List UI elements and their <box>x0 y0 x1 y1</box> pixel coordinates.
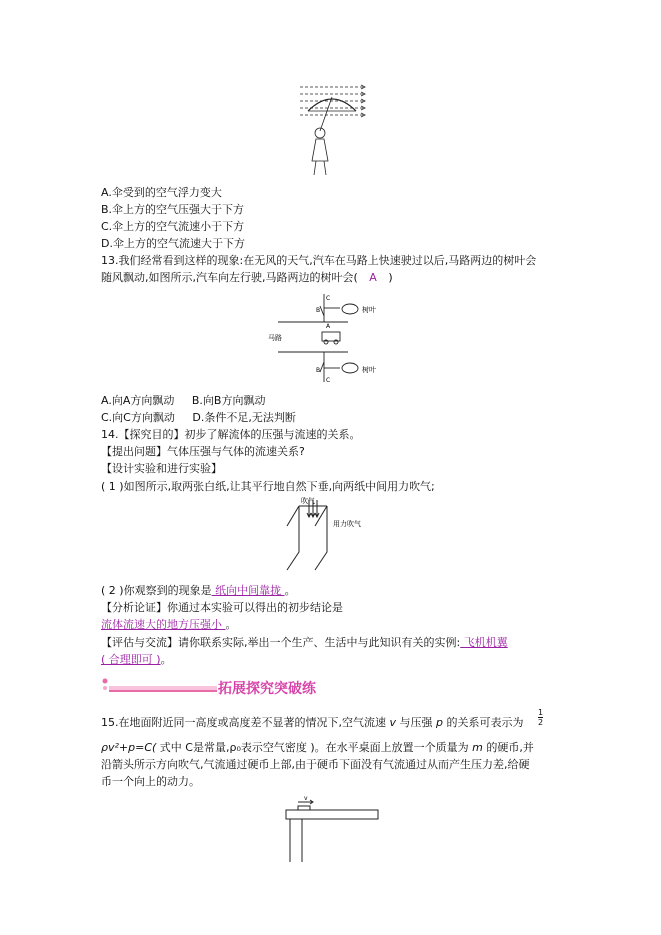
q14-evaluate-line2 <box>101 653 172 667</box>
q13-line2 <box>101 271 393 285</box>
q13-options-cd <box>101 411 296 425</box>
option-d: D.伞上方的空气流速大于下方 <box>101 237 245 250</box>
blow-label: 吹气 <box>301 497 315 505</box>
section-title: 拓展探究突破练 <box>218 681 316 697</box>
q14-purpose: 14.【探究目的】初步了解流体的压强与流速的关系。 <box>101 428 361 441</box>
q13-option-a: A.向A方向飘动 <box>101 394 175 407</box>
q14-analysis-line <box>101 618 237 632</box>
q13-option-b: B.向B方向飘动 <box>191 394 266 407</box>
option-c: C.伞上方的空气流速小于下方 <box>101 220 245 233</box>
road-figure <box>268 292 388 384</box>
q15-line2 <box>101 741 534 755</box>
label-c-top: C <box>326 295 331 302</box>
q14-design: 【设计实验和进行实验】 <box>101 462 222 475</box>
q13-option-d: D.条件不足,无法判断 <box>192 411 296 424</box>
label-c-bottom: C <box>326 377 331 384</box>
q15-frac-num: 1 <box>538 708 544 717</box>
label-b-top: B <box>316 307 321 314</box>
q13-option-c: C.向C方向飘动 <box>101 411 175 424</box>
q13-answer: A <box>369 271 377 284</box>
q13-line1: 13.我们经常看到这样的现象:在无风的天气,汽车在马路上快速驶过以后,马路两边的树叶会 <box>101 254 537 267</box>
q14-step1: ( 1 )如图所示,取两张白纸,让其平行地自然下垂,向两纸中间用力吹气; <box>101 480 435 493</box>
q14-evaluate <box>101 636 508 650</box>
q15-line1 <box>101 716 524 730</box>
leaf-label-top: 树叶 <box>362 306 376 314</box>
label-b-bottom: B <box>316 367 321 374</box>
force-blow-label: 用力吹气 <box>333 520 361 528</box>
paper-figure <box>283 496 373 574</box>
q14-step2-end: 。 <box>284 584 296 597</box>
q15-line3: 沿箭头所示方向吹气,气流通过硬币上部,由于硬币下面没有气流通过从而产生压力差,给硬 <box>101 758 530 771</box>
q15-line1-prefix: 15.在地面附近同一高度或高度差不显著的情况下,空气流速 <box>101 716 386 729</box>
q15-formula: ρv²+p=C( <box>101 741 157 754</box>
q14-evaluate-answer: 飞机机翼 <box>460 636 508 649</box>
q15-var-m: m <box>472 741 483 754</box>
option-a: A.伞受到的空气浮力变大 <box>101 186 222 199</box>
label-a-top: A <box>326 323 331 330</box>
q14-question: 【提出问题】气体压强与气体的流速关系? <box>101 445 305 458</box>
q14-step2 <box>101 584 296 598</box>
q15-line2-end: 的硬币,并 <box>486 741 534 754</box>
q14-analysis-end: 。 <box>225 618 237 631</box>
q14-step2-prompt: ( 2 )你观察到的现象是 <box>101 584 212 597</box>
q15-var-v: v <box>389 716 397 729</box>
q15-fraction <box>538 708 543 727</box>
q14-analysis: 【分析论证】你通过本实验可以得出的初步结论是 <box>101 601 343 614</box>
q14-evaluate-answer2: ( 合理即可 ) <box>101 653 161 666</box>
q15-frac-den: 2 <box>538 718 544 727</box>
coin-figure <box>282 796 382 866</box>
q14-step2-answer: 纸向中间靠拢 <box>211 584 285 597</box>
q15-line1-suffix: 的关系可表示为 <box>446 716 524 729</box>
q15-var-p: p <box>436 716 443 729</box>
q15-line1-mid: 与压强 <box>399 716 433 729</box>
q13-prompt: 随风飘动,如图所示,汽车向左行驶,马路两边的树叶会( <box>101 271 358 284</box>
section-header <box>101 676 401 698</box>
q14-analysis-answer: 流体流速大的地方压强小 <box>101 618 226 631</box>
q14-evaluate-prompt: 【评估与交流】请你联系实际,举出一个生产、生活中与此知识有关的实例: <box>101 636 461 649</box>
q13-options-ab <box>101 394 265 408</box>
option-b: B.伞上方的空气压强大于下方 <box>101 203 245 216</box>
road-label: 马路 <box>268 334 282 342</box>
q14-evaluate-end: 。 <box>160 653 172 666</box>
leaf-label-bottom: 树叶 <box>362 366 376 374</box>
q15-line2-rest: 式中 C是常量,ρ₀表示空气密度 )。在水平桌面上放置一个质量为 <box>159 741 469 754</box>
umbrella-figure <box>298 83 368 183</box>
q15-line4: 币一个向上的动力。 <box>101 775 200 788</box>
section-decoration-icon <box>101 676 221 698</box>
q13-close: ) <box>388 271 393 284</box>
v-label: v <box>304 796 308 802</box>
